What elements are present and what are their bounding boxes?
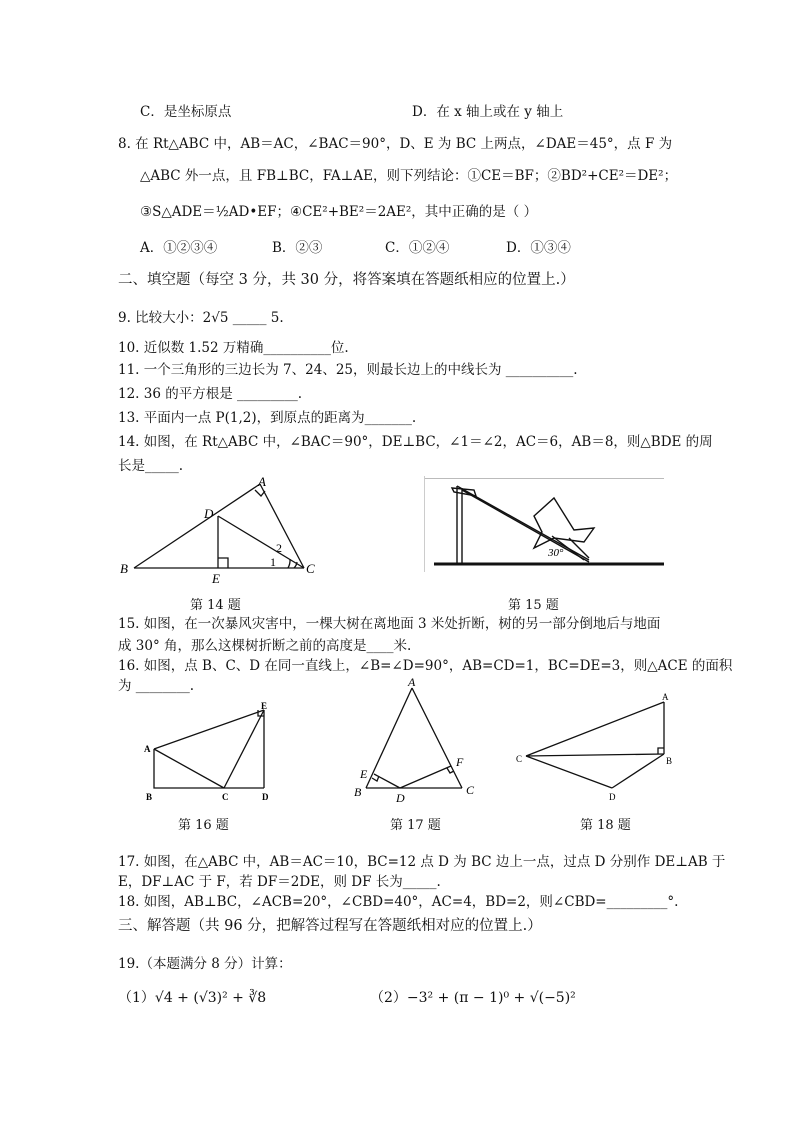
q15-line1: 15. 如图，在一次暴风灾害中，一棵大树在离地面 3 米处折断，树的另一部分倒地后与地面 [118,616,661,632]
q13: 13. 平面内一点 P(1,2)，到原点的距离为_______. [118,410,417,426]
q9: 9. 比较大小：2√5 _____ 5. [118,310,284,326]
q16-line1: 16. 如图，点 B、C、D 在同一直线上，∠B=∠D=90°，AB=CD=1，BC=DE=3，则△ACE 的面积 [118,658,733,674]
figure-15 [424,476,666,576]
q14-line2: 长是_____. [118,458,184,474]
fig18-label-c: C [516,754,523,764]
fig14-label-a: A [258,476,266,489]
section-2-title: 二、填空题（每空 3 分，共 30 分，将答案填在答题纸相应的位置上.） [118,272,575,288]
fig18-label-b: B [666,756,673,766]
fig14-label-e: E [212,571,220,586]
q8-line1: 8. 在 Rt△ABC 中，AB＝AC，∠BAC＝90°，D、E 为 BC 上两点，∠DAE＝45°，点 F 为 [118,136,673,152]
q12: 12. 36 的平方根是 _________. [118,386,303,402]
fig17-label-f: F [456,755,464,769]
fig18-label-d: D [609,792,616,802]
fig14-label-d: D [204,506,214,521]
fig14-label-b: B [120,561,128,576]
q18: 18. 如图，AB⊥BC，∠ACB=20°，∠CBD=40°，AC=4，BD=2，则∠CBD=_________°. [118,894,679,910]
fig17-label-d: D [396,791,405,804]
fig18-label-a: A [662,692,669,702]
q7-option-c: C．是坐标原点 [140,104,232,120]
q10: 10. 近似数 1.52 万精确__________位. [118,340,349,356]
q8-option-b: B．②③ [272,240,323,256]
q7-option-d: D．在 x 轴上或在 y 轴上 [412,104,564,120]
fig16-caption: 第 16 题 [178,818,229,833]
q8-option-c: C．①②④ [385,240,450,256]
fig17-label-c: C [466,783,475,797]
q17-line2: E，DF⊥AC 于 F，若 DF＝2DE，则 DF 长为_____. [118,874,441,890]
q11: 11. 一个三角形的三边长为 7、24、25，则最长边上的中线长为 __________. [118,362,578,378]
q8-option-d: D．①③④ [506,240,571,256]
q8-line2: △ABC 外一点，且 FB⊥BC，FA⊥AE，则下列结论：①CE＝BF；②BD²+CE²＝DE²； [140,168,678,184]
q16-line2: 为 ________. [118,678,195,694]
fig16-label-e: E [261,701,268,711]
q14-line1: 14. 如图，在 Rt△ABC 中，∠BAC＝90°，DE⊥BC，∠1＝∠2，AC＝6，AB＝8，则△BDE 的周 [118,434,713,450]
figure-14 [118,476,328,586]
section-3-title: 三、解答题（共 96 分，把解答过程写在答题纸相对应的位置上.） [118,918,542,934]
q17-line1: 17. 如图，在△ABC 中，AB＝AC＝10，BC=12 点 D 为 BC 边上一点，过点 D 分别作 DE⊥AB 于 [118,854,726,870]
q19-part2: （2）−3² + (π − 1)⁰ + √(−5)² [370,990,576,1006]
fig16-label-d: D [262,792,269,802]
q8-line3: ③S△ADE＝½AD•EF；④CE²+BE²＝2AE²，其中正确的是（ ） [140,204,538,220]
fig17-label-a: A [408,675,416,689]
q8-option-a: A．①②③④ [140,240,218,256]
fig16-label-a: A [144,744,151,754]
fig16-label-b: B [146,792,153,802]
fig17-label-e: E [360,767,368,781]
fig14-caption: 第 14 题 [190,598,241,613]
fig14-label-c: C [306,561,315,576]
fig16-label-c: C [222,792,229,802]
fig17-caption: 第 17 题 [390,818,441,833]
q19-part1: （1）√4 + (√3)² + ∛8 [118,990,267,1006]
figure-17 [350,674,490,804]
figure-16 [140,700,280,804]
fig14-angle-1: 1 [270,555,276,569]
fig15-angle-label: 30° [548,547,564,559]
fig14-angle-2: 2 [276,541,282,555]
fig15-caption: 第 15 题 [508,598,559,613]
fig17-label-b: B [354,785,362,799]
q15-line2: 成 30° 角，那么这棵树折断之前的高度是____米. [118,638,412,654]
q19-head: 19.（本题满分 8 分）计算： [118,956,292,972]
figure-18 [514,690,684,804]
fig18-caption: 第 18 题 [580,818,631,833]
